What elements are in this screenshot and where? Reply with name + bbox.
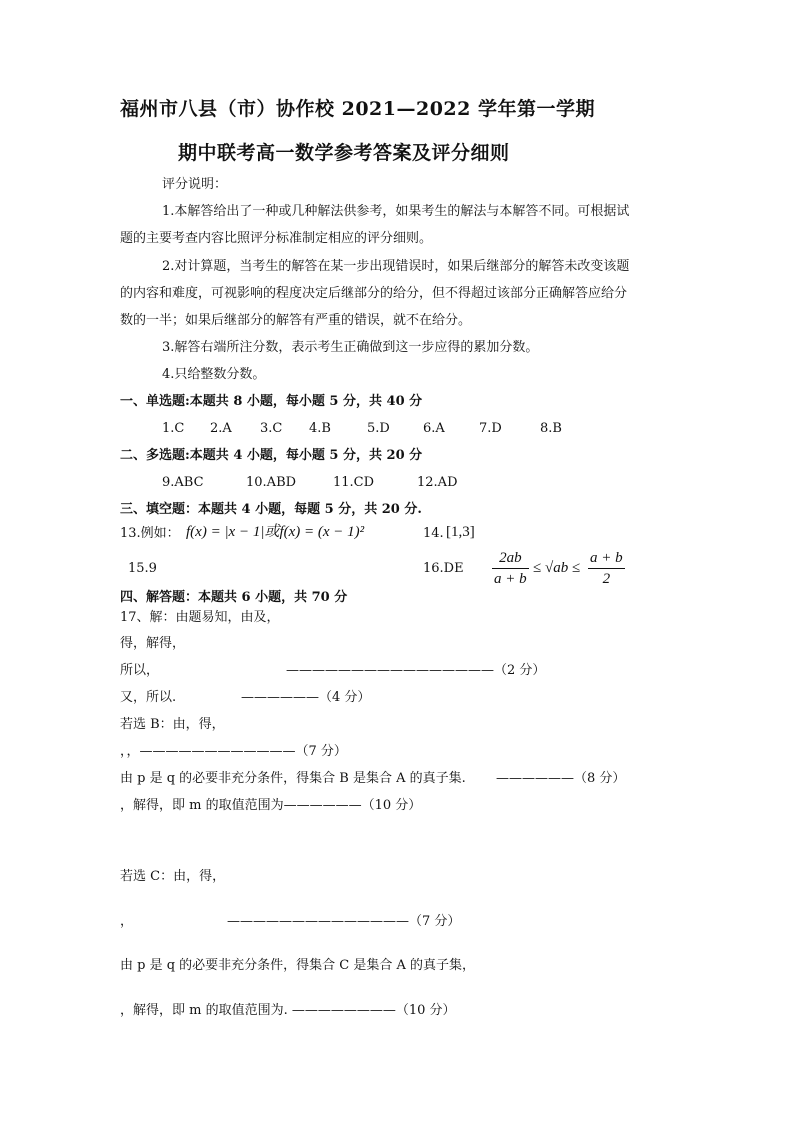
note-3: 3.解答右端所注分数，表示考生正确做到这一步应得的累加分数。 [162, 340, 539, 355]
section4-heading: 四、解答题：本题共 6 小题，共 70 分 [120, 590, 348, 605]
section2-heading: 二、多选题:本题共 4 小题，每小题 5 分，共 20 分 [120, 448, 423, 463]
q15-answer: 15.9 [128, 561, 157, 576]
solution-line-4-score: ——————（4 分） [241, 690, 371, 705]
title-line-1: 福州市八县（市）协作校 2021—2022 学年第一学期 [120, 98, 595, 120]
answer-5: 5.D [367, 421, 390, 436]
answer-7: 7.D [479, 421, 502, 436]
solution-line-9: 若选 C：由，得， [120, 869, 226, 884]
fraction-bar [588, 568, 625, 569]
q16-fraction-1-denominator: a + b [494, 571, 527, 587]
title-line-2: 期中联考高一数学参考答案及评分细则 [178, 142, 510, 164]
solution-line-10-score: ——————————————（7 分） [227, 914, 461, 929]
answer-4: 4.B [309, 421, 331, 436]
answer-1: 1.C [162, 421, 185, 436]
note-1a: 1.本解答给出了一种或几种解法供参考，如果考生的解法与本解答不同。可根据试 [162, 204, 630, 219]
notes-heading: 评分说明： [162, 177, 228, 192]
fraction-bar [492, 568, 529, 569]
section1-heading: 一、单选题:本题共 8 小题，每小题 5 分，共 40 分 [120, 394, 423, 409]
q16-fraction-2 [588, 549, 625, 588]
note-2c: 数的一半；如果后继部分的解答有严重的错误，就不在给分。 [120, 313, 472, 328]
solution-line-7: 由 p 是 q 的必要非充分条件，得集合 B 是集合 A 的真子集. [120, 771, 466, 786]
solution-line-5: 若选 B：由，得， [120, 717, 225, 732]
solution-line-3: 所以， [120, 663, 160, 678]
solution-line-8: ，解得，即 m 的取值范围为——————（10 分） [120, 798, 422, 813]
answer-3: 3.C [260, 421, 283, 436]
q16-label: 16.DE [423, 561, 464, 576]
answer-6: 6.A [423, 421, 445, 436]
note-1b: 题的主要考查内容比照评分标准制定相应的评分细则。 [120, 231, 433, 246]
solution-line-10: ， [120, 914, 134, 929]
section3-heading: 三、填空题：本题共 4 小题，每题 5 分，共 20 分. [120, 502, 422, 517]
q16-fraction-1-numerator: 2ab [499, 550, 522, 566]
solution-line-12: ，解得，即 m 的取值范围为. ————————（10 分） [120, 1003, 456, 1018]
q16-inequality: ≤ √ab ≤ [533, 560, 581, 576]
solution-line-4: 又，所以. [120, 690, 177, 705]
solution-line-6: ，，————————————（7 分） [120, 744, 347, 759]
q16-fraction-2-denominator: 2 [602, 571, 611, 587]
solution-line-2: 得，解得， [120, 636, 186, 651]
q16-fraction-1 [492, 549, 529, 588]
solution-line-3-score: ————————————————（2 分） [286, 663, 546, 678]
note-2a: 2.对计算题，当考生的解答在某一步出现错误时，如果后继部分的解答未改变该题 [162, 259, 630, 274]
q14-expression: [1,3] [446, 524, 475, 540]
answer-2: 2.A [210, 421, 232, 436]
answer-9: 9.ABC [162, 475, 204, 490]
q16-fraction-2-numerator: a + b [590, 550, 623, 566]
q13-label: 13.例如： [120, 526, 180, 541]
q14-label: 14. [423, 526, 444, 541]
note-4: 4.只给整数分数。 [162, 367, 266, 382]
note-2b: 的内容和难度，可视影响的程度决定后继部分的给分，但不得超过该部分正确解答应给分 [120, 286, 628, 301]
solution-line-7-score: ——————（8 分） [496, 771, 626, 786]
answer-11: 11.CD [333, 475, 375, 490]
answer-10: 10.ABD [246, 475, 297, 490]
solution-line-11: 由 p 是 q 的必要非充分条件，得集合 C 是集合 A 的真子集， [120, 958, 476, 973]
q13-expression: f(x) = |x − 1|或f(x) = (x − 1)² [186, 524, 365, 540]
answer-8: 8.B [540, 421, 562, 436]
solution-line-1: 17、解：由题易知，由及， [120, 610, 280, 625]
answer-12: 12.AD [417, 475, 458, 490]
